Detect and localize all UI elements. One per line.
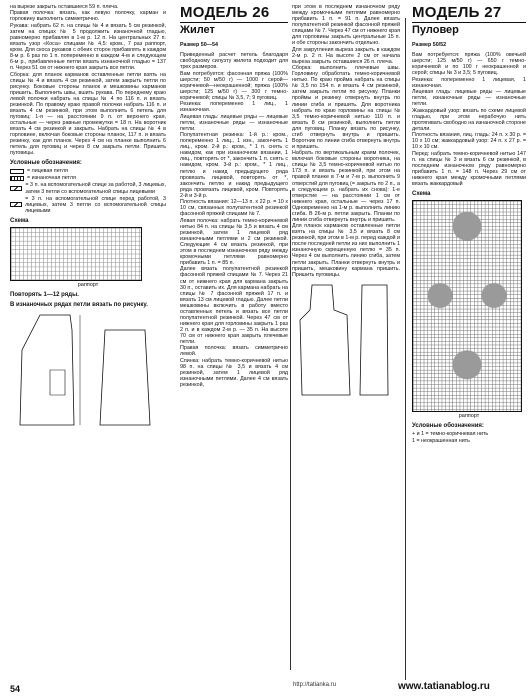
rapport-label: раппорт [77,281,99,288]
paragraph: Правая полочка: вязать симметрично левой. [180,345,288,358]
cardigan-pattern-diagram [10,310,160,430]
site-watermark: www.tatianablog.ru [398,681,490,692]
legend-title: Условные обозначения: [10,160,82,167]
schema-label: Схема [412,191,431,198]
paragraph: Лицевая гладь: лицевые ряды — лицевые петли, изнаночные ряды — изнаночные петли. [412,89,526,108]
legend-title: Условные обозначения: [412,423,484,430]
paragraph: на вырезе закрыть оставшиеся 59 п. плеча. [10,4,119,10]
legend-item: 1 = неокрашенная нить [412,438,470,445]
vest-front-outline [300,285,350,395]
paragraph: Набрать по вертикальным краям полочек, включая боковые стороны воротника, на спицы № 3,5 темно-коричневой нитью по 173 п. и вязать резинкой, при этом на правой планке в 7-м и 7-м р. выполнить 9 отверстий для пуговиц (= закрыть по 2 п., а в следующем р. набрать их снова): 1-е отверстие — на расстоянии 1 см от нижнего края, остальные — через 17 п. Одновременно на 1-м р. выполнить линию сгиба. В 26-м р. петли закрыть. Планки по линии сгиба отвернуть внутрь и пришить. [292,150,400,223]
paragraph: Резинка: попеременно 1 лиц., 1 изнаночная. [180,101,288,114]
paragraph: при этом в последнем изнаночном ряду между кромочными петлями равномерно прибавить 1 п. = 91 п. Далее вязать полупатентной резинкой фасонной пряжей спицами № 7. Через 47 см от нижнего края для горловины закрыть центральные 15 п. и обе стороны закончить отдельно. [292,4,400,47]
paragraph: Рукава: набрать 62 п. на спицы № 4 и вязать 5 см резинкой, затем на спицах № 5 продолжить изнаночной гладью, равномерно прибавляя в 1-м р. 12 п. На центральных 27 п. вязать узор «Коса» спицами № 4,5: кром., 7 раз раппорт, кром. Для скоса рукавов с обеих сторон прибавлять в каждом 8-м р. 6 раз по 1 п. попеременно в каждом 4-м и следующем 6-м р., прибавленные петли вязать изнаночной гладью = 137 п. Через 51 см от нижнего края закрыть все петли. [10,22,166,72]
paragraph: Для закругления выреза закрыть в каждом 2-м р. 2 п. На высоте 2 см от начала выреза закрыть оставшиеся 26 п. плеча. [292,46,400,65]
schema-label: Схема [10,217,29,224]
rapport-label: раппорт [458,413,480,420]
pocket-outline [50,370,65,395]
legend-item: + и 1 = темно-коричневая нить [412,431,489,438]
paragraph: Перед: набрать темно-коричневой нитью 147 п. на спицы № 3 и вязать 6 см резинкой, в последнем изнаночном ряду равномерно прибавить 1 п. = 148 п. Через 29 см от нижнего края между кромочными петлями вязать жаккардовый [412,150,526,187]
cable-pattern-chart [10,227,142,281]
purl-note: В изнаночных рядах петли вязать по рисунку. [10,301,148,308]
paragraph: Полупатентная резинка: 1-й р.: кром., попеременно 1 лиц., 1 изн., закончить 1 лиц., кром. 2-й р.: кром., * 1 п. снять с накидом, как при изнаночном вязании, 1 лиц., повторять от *, закончить 1 п. снять с накидом, кром. 3-й р.: кром., * 1 лиц., петлю и накид предыдущего ряда провязать лицевой, повторять от *, закончить петлю и накид предыдущего ряда провязать лицевой, кром. Повторять 2-й и 3-й р. [180,132,288,199]
paragraph: Левая полочка: набрать темно-коричневой нитью 84 п. на спицы № 3,5 и вязать 4 см резинкой, затем 1 лицевой ряд изнаночными петлями и 2 см резинкой. Следующие 4 см вязать резинкой, при этом в последнем изнаночном ряду между кромочными петлями равномерно прибавить 1 п. = 85 п. [180,217,288,266]
repeat-note: Повторять 1—12 ряды. [10,291,79,298]
paragraph: Жаккардовый узор: вязать по схеме лицевой гладью, при этом нерабочую нить протягивать свободно на изнаночной стороне детали. [412,107,526,132]
paragraph: Вам потребуется: фасонная пряжа (100% шерсти; 50 м/50 г) — 1000 г серой—коричневой—неокрашенной; пряжа (100% шерсти; 125 м/50 г) — 300 г темно-коричневой; спицы № 3,5, 7; 9 пуговиц. [180,70,288,101]
legend-item: = 3 п. на вспомогательной спице за работой, 3 лицевых, затем 3 петли со вспомогательной спицы лицевыми [10,182,166,194]
jacquard-pattern-chart [412,200,522,412]
legend-item: = 3 п. на вспомогательной спице перед работой, 3 лицевых, затем 3 петли со вспомогательной спицы лицевыми [10,196,166,214]
legend-item: = изнаночная петля [10,175,166,181]
model-name: Жилет [180,24,215,36]
paragraph: Плотность вязания: 12—13 п. х 22 р. = 10 х 10 см, связанных полупатентной резинкой фасонной пряжей спицами № 7. [180,199,288,218]
model-name: Пуловер [412,24,459,36]
column-4 [412,4,526,684]
paragraph: Далее вязать полупатентной резинкой фасонной пряжей спицами № 7. Через 21 см от нижнего края для кармана закрыть 30 п., оставить их. Для кармана набрать на спицы № 7 фасонной пряжей 17 п. и вязать 13 см лицевой гладью. Далее петли мешковины включить в работу вместо оставленных петель и вязать все петли полупатентной резинкой. Через 47 см от нижнего края для горловины закрыть 1 раз 2 п. и в каждом 2-м р. — 35 п. На высоте 70 см от нижнего края закрыть плечевые петли. [180,266,288,345]
paragraph: Сборка: для планок карманов оставленные петли взять на спицы № 4 и вязать 4 см резинкой, затем закрыть петли по рисунку. Боковые стороны планок и мешковины карманов пришить. Выполнить швы, вшить рукава. По переднему краю левой полочки набрать на спицы № 4 по 116 п. и вязать резинкой. По правому краю правой полочки набрать 116 п. и вязать 4 см резинкой, при этом выполнить 6 петель для пуговиц: 1-я — на расстоянии 9 п. от верхнего края, остальные — через равные промежутки = 18 п. На воротник вязать 4 см резинкой и закрыть. Набрать на спицы № 4 в горловине, включая боковые стороны планок, 117 п. и вязать резинку, как для планок. Через 4 см на планке выполнить 6 петель для пуговиц и через 8 см закрыть петли. Пришить пуговицы. [10,71,166,157]
model-title: МОДЕЛЬ 26 [180,4,270,21]
column-2 [180,4,288,674]
model-title: МОДЕЛЬ 27 [412,4,502,21]
vest-back-outline [360,285,388,395]
knit-symbol-icon [10,169,24,174]
size-label: Размер 50—54 [180,42,218,48]
legend-item: = лицевая петля [10,168,166,174]
cable-front-symbol-icon [10,202,22,207]
front-panel-outline [20,315,74,425]
paragraph: Для планок карманов оставленные петли взять на спицы № 3,5 и вязать 8 см резинкой, при этом в 1-м р. перед каждой и после последней петли из них выполнить 1 изнаночную скрещенную петлю = 35 п. Через 4 см выполнить линию сгиба, затем петли закрыть. Планки отвернуть внутрь и пришить, мешковину кармана пришить. Пришить пуговицы. [292,223,400,278]
paragraph: Спинка: набрать темно-коричневой нитью 98 п. на спицы № 3,5 и вязать 4 см резинкой, затем 1 лицевой ряд изнаночными петлями. Далее 4 см вязать резинкой, [180,357,288,389]
paragraph: Плотность вязания, лиц. гладь: 24 п. х 30 р. = 10 х 10 см; жаккардовый узор: 24 п. х 27 р. = 10 х 10 см. [412,132,526,151]
page-number: 54 [10,684,21,694]
paragraph: Вам потребуется: пряжа (100% овечьей шерсти; 125 м/50 г) — 650 г темно-коричневой и по 100 г неокрашенной и серой; спицы № 3 и 3,5; 5 пуговиц. [412,52,526,77]
paragraph: Резинка: попеременно 1 лицевая, 1 изнаночная. [412,76,526,89]
column-1 [10,4,166,644]
paragraph: Правая полочка: вязать, как левую полочку, карман и горловину выполнить симметрично. [10,10,166,23]
source-url: http://tatianka.ru [293,682,337,688]
cable-back-symbol-icon [10,186,22,191]
size-label: Размер 50/52 [412,42,447,48]
paragraph: Сборка: выполнить плечевые швы. Горловину обработать темно-коричневой нитью. По краю пройма набрать на спицы № 3,5 по 154 п. и вязать 4 см резинкой, затем закрыть петли по рисунку. Планки проймы и резинку отвернуть внутрь по линии сгиба и пришить. Для воротника набрать по краю горловины на спицы № 3,5 темно-коричневой нитью 110 п. и вязать 8 см резинкой, выполнить петли для пуговиц. Планку вязать по рисунку, сгиб отвернуть внутрь и пришить. Воротник по линии сгиба отвернуть внутрь и пришить. [292,65,400,150]
purl-symbol-icon [10,176,24,181]
intro: Приведенный расчет петель благодаря свободному силуэту жилета подходит для трех размеров. [180,52,288,71]
column-3 [292,4,400,674]
vest-pattern-diagram [292,280,392,400]
sleeve-outline [100,330,150,425]
paragraph: Лицевая гладь: лицевые ряды — лицевые петли, изнаночные ряды — изнаночные петли. [180,113,288,132]
